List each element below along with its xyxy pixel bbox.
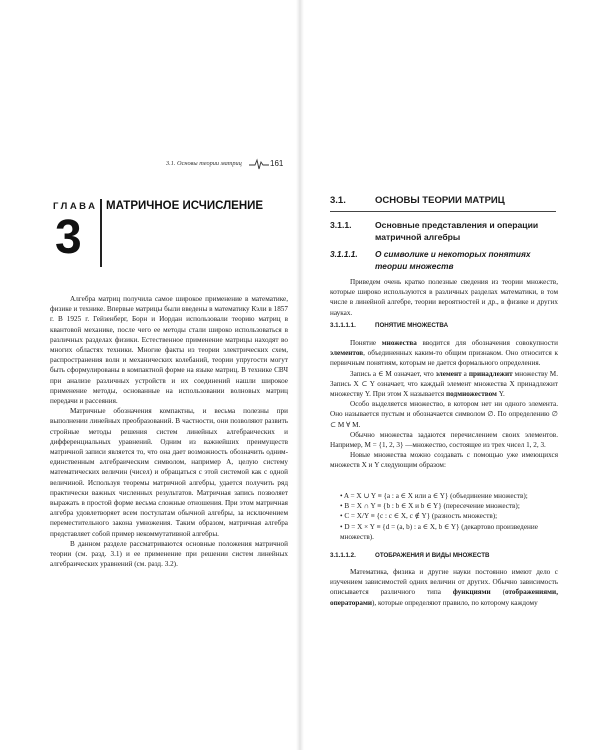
book-gutter [296,0,304,750]
list-item: • D = X × Y ≡ {d = (a, b) : a ∈ X, b ∈ Y} (декартово произведение множеств). [340,522,538,541]
paragraph [330,369,558,400]
chapter-title: МАТРИЧНОЕ ИСЧИСЛЕНИЕ [106,200,264,212]
text-run: ( [490,588,505,597]
paragraph: Матричные обозначения компактны, и весьма полезны при выполнении линейных преобразований. В частности, они позволяют развить стройные методы решения систем линейных алгебраических и дифференциальных уравнений. Одним из важнейших преимуществ матричной записи является то, что она дает возможность обозначить одним-единственным алгебраическим символом, например A, целую систему математических величин (чисел) и обращаться с этой системой как с одной величиной. Используя теоремы матричной алгебры, удается получить ряд практически важных численных результатов. Матричная запись позволяет выражать в простой форме весьма сложные отношения. При этом матричная алгебра удовлетворяет всем постулатам обычной алгебры, за исключением переместительного закона умножения. Таким образом, матричная алгебра представляет собой пример некоммутативной алгебры. [50,407,288,538]
chapter-number: 3 [55,211,82,264]
paragraph [330,567,558,608]
subsection-title: Основные представления и операции матричной алгебры [375,220,539,242]
left-column-text [50,294,288,569]
paragraph: В данном разделе рассматриваются основные положения матричной теории (см. разд. 3.1) и ее применение при решении систем линейных алгебраических уравнений (см. разд. 3.2). [50,539,288,569]
paragraph: Алгебра матриц получила самое широкое применение в математике, физике и технике. Впервые матрицы были введены в математику Кэли в 1857 г. В 1925 г. Гейзенберг, Борн и Иордан использовали теорию матриц в квантовой механике, после чего ее методы стали широко использоваться в различных разделах физики. Естественное применение матрицы находят во многих областях техники. Многие факты из теории электрических схем, распространения волн и механических колебаний, теории упругости могут быть сформулированы в компактной форме на языке матриц. В технике СВЧ при анализе различных устройств и их соединений нашли широкое применение методы, основанные на использовании волновых матриц передачи и рассеяния. [50,295,288,406]
section-title: ОСНОВЫ ТЕОРИИ МАТРИЦ [375,195,505,206]
set-concept-text [330,338,558,471]
minor-heading-mappings [330,552,489,559]
intro-paragraph: Приведем очень кратко полезные сведения из теории множеств, которые широко используются в различных разделах математики, в том числе в линейной алгебре, теории вероятностей и др., в физике и других науках. [330,278,558,317]
list-item: • B = X ∩ Y ≡ {b : b ∈ X и b ∈ Y} (пересечение множеств); [340,502,520,511]
term-bold: элемент [435,369,462,378]
term-bold: отображениями, операторами [330,588,558,607]
subsubsection-title: О символике и некоторых понятиях теории множеств [375,249,531,271]
paragraph: Новые множества можно создавать с помощью уже имеющихся множеств X и Y следующим образом: [330,451,558,470]
minor-heading-set-concept [330,322,448,329]
term-bold: подмножеством [446,390,497,399]
minor-heading-title: ПОНЯТИЕ МНОЖЕСТВА [375,322,449,329]
paragraph: Особо выделяется множество, в котором нет ни одного элемента. Оно называется пустым и обозначается символом ∅. По определению ∅ ⊂ M ∀ M. [330,400,558,429]
term-bold: множества [381,339,417,347]
subsection-number: 3.1.1. [330,220,352,230]
section-rule [330,211,556,212]
chapter-divider [100,199,102,267]
chapter-label: ГЛАВА [53,201,98,212]
text-run: Запись a ∈ M означает, что [350,369,436,378]
term-bold: элементов [330,349,364,358]
term-bold: функциями [452,588,491,597]
subsubsection-number: 3.1.1.1. [330,249,358,259]
set-operations-list [340,491,562,542]
page-number: 161 [270,159,284,168]
text-run: Математика, физика и другие науки постоянно имеют дело с изучением зависимостей одних величин от других. Обычно зависимость описывается различного типа [330,568,558,597]
list-item: • C = X/Y ≡ {c : c ∈ X, c ∉ Y} (разность множеств); [340,512,498,521]
list-item: • A = X ∪ Y ≡ {a : a ∈ X или a ∈ Y} (объединение множеств); [340,492,528,500]
term-bold: принадлежит [468,369,513,378]
running-header-text: 3.1. Основы теории матриц [166,160,242,167]
mappings-text [330,567,558,608]
paragraph: Обычно множества задаются перечислением своих элементов. Например, M = {1, 2, 3} —множество, состоящее из трех чисел 1, 2, 3. [330,430,558,450]
running-header [166,158,290,172]
text-run: Y. [496,390,505,399]
paragraph [330,338,558,369]
minor-heading-number: 3.1.1.1.1. [330,322,356,329]
section-number: 3.1. [330,195,346,206]
text-run: a [461,369,469,378]
text-run: , объединенных каким-то общим признаком. Оно относится к первичным понятиям, которым не дается формального определения. [330,349,558,368]
minor-heading-title: ОТОБРАЖЕНИЯ И ВИДЫ МНОЖЕСТВ [375,552,490,559]
minor-heading-number: 3.1.1.1.2. [330,552,356,559]
pulse-wave-icon [249,158,269,170]
text-run: множеству M. Запись X ⊂ Y означает, что каждый элемент множества X принадлежит множеству Y. При этом X называется [330,369,558,399]
text-run: вводится для обозначения совокупности [416,339,558,347]
text-run: ), которые определяют правило, по которому каждому [372,598,538,607]
intro-block [330,277,558,318]
text-run: Понятие [350,339,382,347]
